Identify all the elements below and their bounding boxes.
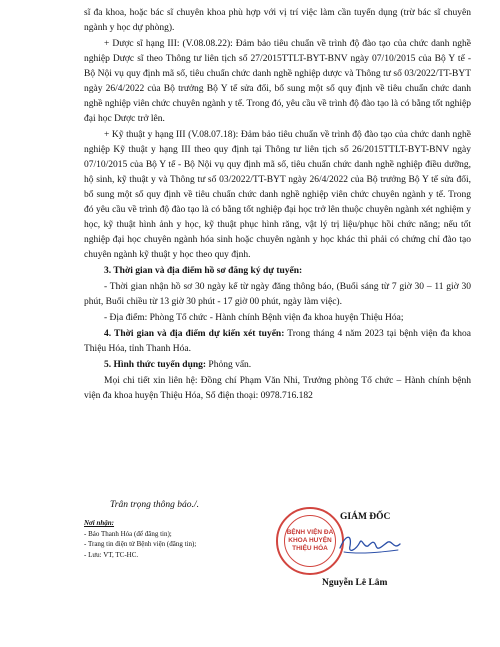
recipients-heading: Nơi nhận: <box>84 519 115 527</box>
section-3-heading: 3. Thời gian và địa điểm hồ sơ đăng ký dự tuyển: <box>104 266 303 276</box>
closing-line: Trân trọng thông báo./. <box>110 500 199 510</box>
paragraph-pharmacist-grade-iii: + Dược sĩ hạng III: (V.08.08.22): Đảm bảo tiêu chuẩn về trình độ đào tạo của chức danh nghề nghiệp Dược sĩ theo Thông tư liên tịch số 27/2015TTLT-BYT-BNV ngày 07/10/2015 của Bộ Y tế - Bộ Nội vụ quy định mã số, tiêu chuẩn chức danh nghề nghiệp dược và Thông tư số 03/2022/TT-BYT ngày 26/4/2022 của Bộ trưởng Bộ Y tế sửa đổi, bổ sung một số quy định về tiêu chuẩn chức danh nghề nghiệp viên chức chuyên ngành y tế. Trong đó, yêu cầu về trình độ đào tạo là có bằng tốt nghiệp đại học Dược trở lên. <box>84 39 471 124</box>
recipient-item: - Báo Thanh Hóa (để đăng tin); <box>84 529 172 538</box>
section-4-text: Trong tháng 4 năm 2023 tại bệnh viện đa khoa Thiệu Hóa, tỉnh Thanh Hóa. <box>84 329 471 354</box>
contact-paragraph: Mọi chi tiết xin liên hệ: Đồng chí Phạm Văn Nhi, Trưởng phòng Tổ chức – Hành chính bệnh viện đa khoa huyện Thiệu Hóa, Số điện thoại: 0978.716.182 <box>84 376 471 401</box>
paragraph-doctor-requirements: sĩ đa khoa, hoặc bác sĩ chuyên khoa phù hợp với vị trí việc làm cần tuyển dụng (trừ bác sĩ chuyên ngành y học dự phòng). <box>84 8 471 33</box>
section-5-text: Phỏng vấn. <box>206 360 252 370</box>
document-body <box>84 6 471 405</box>
recipient-item: - Trang tin điện tử Bệnh viện (đăng tin); <box>84 540 197 548</box>
official-stamp: BỆNH VIỆN ĐA KHOA HUYỆN THIỆU HÓA <box>276 507 344 575</box>
signer-name: Nguyễn Lê Lâm <box>322 578 388 588</box>
section-3-time: - Thời gian nhận hồ sơ 30 ngày kể từ ngày đăng thông báo, (Buổi sáng từ 7 giờ 30 – 11 giờ 30 phút, Buổi chiều từ 13 giờ 30 phút - 17 giờ 00 phút, ngày làm việc). <box>84 282 471 307</box>
recipients-block <box>84 518 196 560</box>
section-3-place: - Địa điểm: Phòng Tổ chức - Hành chính Bệnh viện đa khoa huyện Thiệu Hóa; <box>104 313 404 323</box>
paragraph-medical-technician-grade-iii: + Kỹ thuật y hạng III (V.08.07.18): Đảm bảo tiêu chuẩn về trình độ đào tạo của chức danh nghề nghiệp Kỹ thuật y hạng III theo quy định tại Thông tư liên tịch số 26/2015TTLT-BYT-BNV ngày 07/10/2015 của Bộ Y tế - Bộ Nội vụ quy định mã số, tiêu chuẩn chức danh nghề nghiệp điều dưỡng, hộ sinh, kỹ thuật y và Thông tư số 03/2022/TT-BYT ngày 26/4/2022 của Bộ trưởng Bộ Y tế sửa đổi, bổ sung một số quy định về tiêu chuẩn chức danh nghề nghiệp viên chức chuyên ngành y tế. Trong đó yêu cầu về trình độ đào tạo là có bằng tốt nghiệp đại học trở lên thuộc chuyên ngành xét nghiệm y học, kỹ thuật hình ảnh y học, kỹ thuật phục hình răng, vật lý trị liệu/phục hồi chức năng; nếu tốt nghiệp đại học chuyên ngành hóa sinh hoặc chuyên ngành y học khác thì phải có chứng chỉ đào tạo chuyên ngành kỹ thuật y học theo quy định. <box>84 130 471 260</box>
section-4-heading: 4. Thời gian và địa điểm dự kiến xét tuyển: <box>104 329 285 339</box>
handwritten-signature <box>336 528 406 560</box>
section-4 <box>84 327 471 357</box>
section-5 <box>84 358 471 373</box>
signer-title: GIÁM ĐỐC <box>340 512 391 522</box>
recipient-item: - Lưu: VT, TC-HC. <box>84 550 139 559</box>
section-5-heading: 5. Hình thức tuyển dụng: <box>104 360 207 370</box>
